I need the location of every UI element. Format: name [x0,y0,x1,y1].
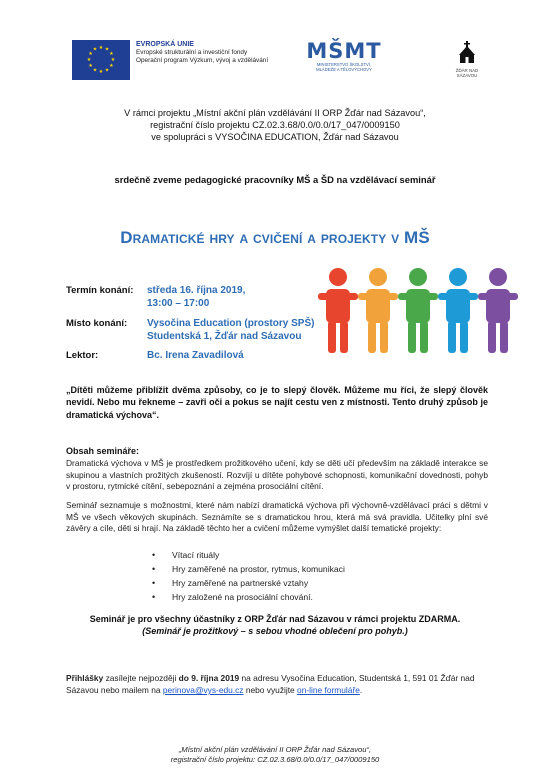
date-value [147,284,245,310]
person-figure [438,268,478,353]
seminar-title: Dramatické hry a cvičení a projekty v MŠ [120,228,430,247]
topics-list [152,548,345,604]
footer-line: „Místní akční plán vzdělávání II ORP Žďár nad Sázavou“, [178,745,372,754]
content-paragraph: Seminář seznamuje s možnostmi, které nám nabízí dramatická výchova při výchovně-vzdělávací práci s dětmi v MŠ ve všech věkových skupinách. Seznámíte se s dramatickou hrou, která má svá pravidla. Učitelky plní své závěry a cíle, děti si hrají. Na základě těchto her a cvičení můžeme vymýšlet další tematické projekty: [66,500,488,533]
applications-text-part: na adresu Vysočina Education, Studentská 1, 591 01 Žďár nad Sázavou nebo mailem na [66,673,475,695]
person-figure [318,268,358,353]
quote-text: „Dítěti můžeme přiblížit dvěma způsoby, co je to slepý člověk. Můžeme mu říci, že slepý člověk nevidí. Nebo mu řekneme – zavři oči a pokus se najít cestu ven z místnosti. Tento druhý způsob je dramatická výchova“. [66,385,488,420]
list-item: • Hry založené na prosociální chování. [152,590,345,604]
intro-line: registrační číslo projektu CZ.02.3.68/0.0/0.0/17_047/0009150 [150,120,400,131]
eu-logo-line: Evropské strukturální a investiční fondy [136,49,248,57]
date-label: Termín konání: [66,285,134,296]
lecturer-value: Bc. Irena Zavadilová [147,350,244,361]
ministry-logo-mark: MŠMT [306,39,382,63]
applications-text [66,672,490,696]
eu-logo-title: EVROPSKÁ UNIE [136,41,194,48]
place-value [147,317,314,343]
ministry-logo [298,40,390,72]
email-link[interactable]: perinova@vys-edu.cz [162,685,244,695]
svg-text:★: ★ [92,67,98,74]
eu-stars-icon [72,40,130,80]
online-form-link[interactable]: on-line formuláře [297,685,360,695]
applications-text-part: . [359,685,363,695]
svg-text:★: ★ [88,63,93,69]
invitation-text: srdečně zveme pedagogické pracovníky MŠ a ŠD na vzdělávací seminář [114,174,436,185]
person-figure [478,268,518,353]
free-seminar-notice [0,613,550,637]
applications-text-part: nebo využijte [243,685,298,695]
footer [0,745,550,764]
content-heading: Obsah semináře: [66,446,140,456]
town-logo [447,41,487,78]
svg-text:★: ★ [109,63,114,69]
eu-flag-logo [72,40,130,80]
svg-text:★: ★ [98,69,104,75]
applications-deadline: do 9. října 2019 [178,673,240,683]
svg-text:★: ★ [88,51,93,57]
person-figure [398,268,438,353]
svg-text:★: ★ [104,46,110,53]
lecturer-label: Lektor: [66,350,99,361]
ministry-logo-line: MINISTERSTVO ŠKOLSTVÍ, [316,62,372,67]
list-item: • Hry zaměřené na partnerské vztahy [152,576,345,590]
notice-line: Seminář je pro všechny účastníky z ORP Žďár nad Sázavou v rámci projektu ZDARMA. [89,614,461,624]
people-illustration [318,265,518,365]
eu-logo-line: Operační program Výzkum, vývoj a vzdělávání [136,57,269,65]
applications-text-part: zasílejte nejpozději [103,673,179,683]
list-item: • Vítací rituály [152,548,345,562]
church-icon [455,41,479,63]
address-text: Studentská 1, Žďár nad Sázavou [147,331,302,342]
svg-text:★: ★ [104,67,110,74]
notice-note: (Seminář je prožitkový – s sebou vhodné oblečení pro pohyb.) [142,626,408,637]
eu-logo-text [136,41,268,66]
place-text: Vysočina Education (prostory SPŠ) [147,318,315,329]
town-logo-text: ŽĎÁR NAD SÁZAVOU [455,68,479,78]
project-intro [0,107,550,144]
person-figure [358,268,398,353]
applications-label: Přihlášky [66,673,104,683]
ministry-logo-line: MLÁDEŽE A TĚLOVÝCHOVY [316,67,372,72]
date-text: středa 16. října 2019, [147,285,246,296]
time-text: 13:00 – 17:00 [147,298,210,309]
svg-text:★: ★ [92,46,98,53]
svg-text:★: ★ [110,57,116,63]
svg-text:★: ★ [86,57,92,63]
intro-line: ve spolupráci s VYSOČINA EDUCATION, Žďár nad Sázavou [151,132,399,143]
svg-text:★: ★ [98,45,104,51]
intro-line: V rámci projektu „Místní akční plán vzdělávání II ORP Žďár nad Sázavou“, [124,108,426,118]
place-label: Místo konání: [66,318,128,329]
svg-text:★: ★ [109,51,114,57]
content-paragraph: Dramatická výchova v MŠ je prostředkem prožitkového učení, kdy se děti učí především na základě interakce se skupinou a vlastních prožitých zkušeností. Rozvíjí u dítěte pohybové schopnosti, komunikační dovednosti, pohyb v prostoru, rytmické cítění, sebepoznání a zejména prosociální cítění. [66,458,488,491]
list-item: • Hry zaměřené na prostor, rytmus, komunikaci [152,562,345,576]
footer-line: registrační číslo projektu: CZ.02.3.68/0.0/0.0/17_047/0009150 [170,754,380,764]
